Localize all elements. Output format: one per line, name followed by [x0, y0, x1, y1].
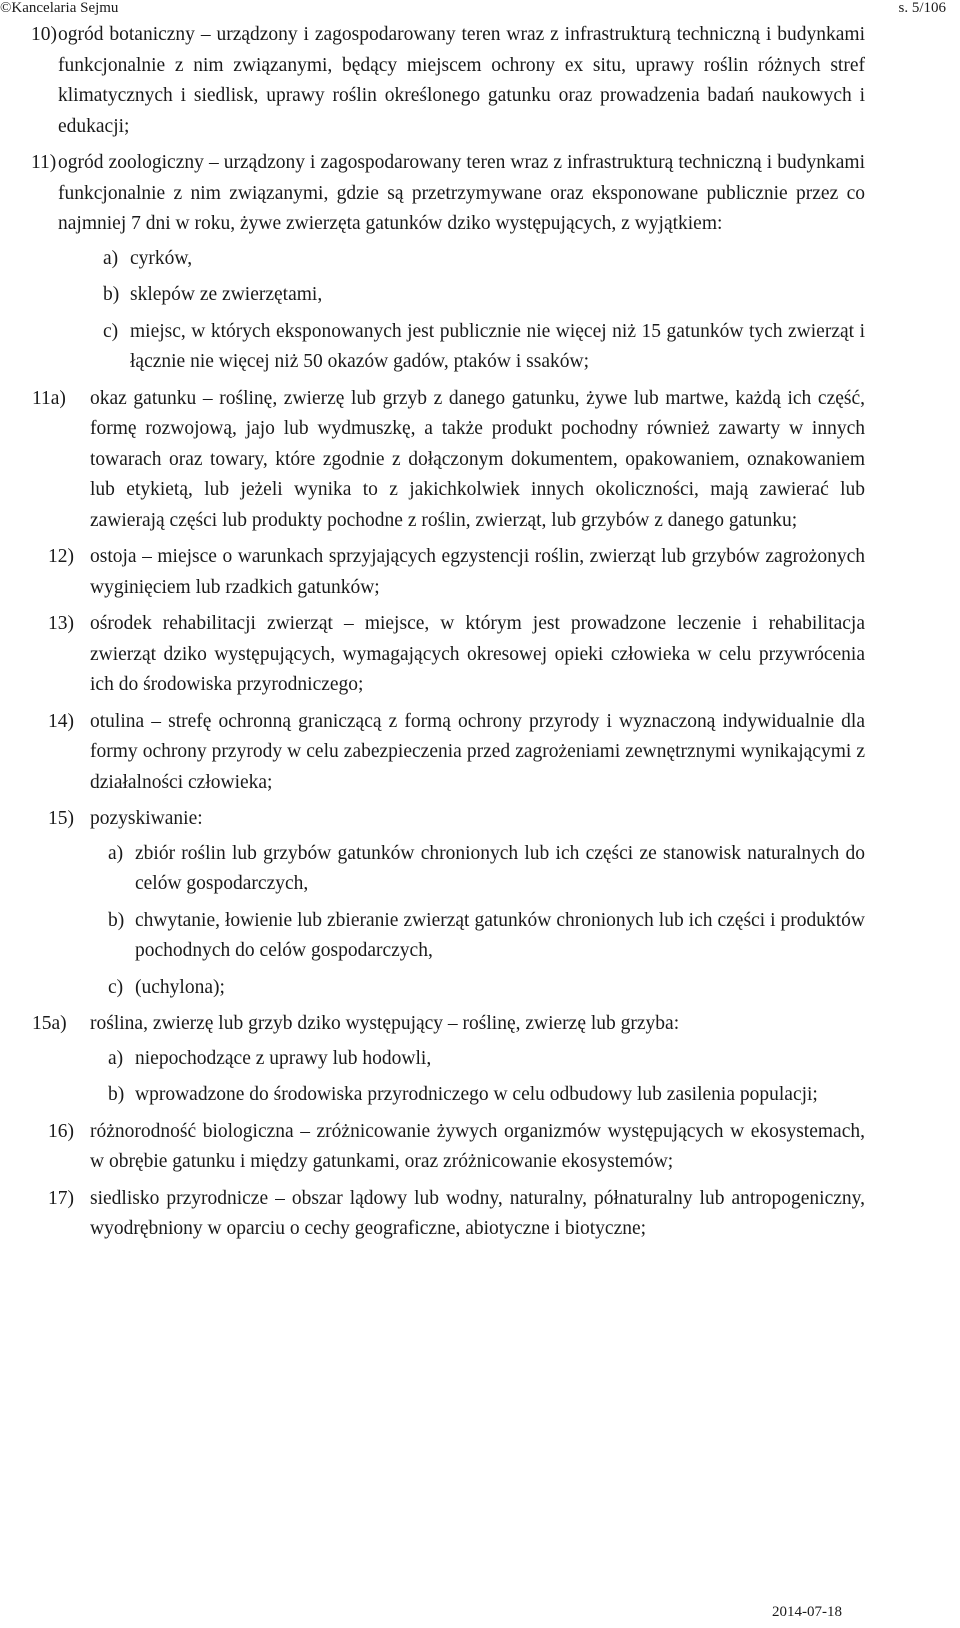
subitem-list	[58, 244, 865, 378]
subitem	[108, 906, 865, 967]
subitem	[103, 244, 865, 275]
subitem-label: b)	[108, 909, 125, 931]
subitem-label: b)	[103, 284, 120, 305]
entry-text: pozyskiwanie:	[90, 808, 203, 829]
subitem-text: cyrków,	[130, 247, 193, 269]
subitem-label: a)	[108, 842, 124, 864]
entry-text: otulina – strefę ochronną graniczącą z formą ochrony przyrody i wyznaczoną indywidualnie dla formy ochrony przyrody w celu zabezpieczenia przed zagrożeniami zewnętrznymi wynikającymi z działalności człowieka;	[90, 710, 865, 793]
copyright-label: ©Kancelaria Sejmu	[0, 0, 119, 16]
page-number: s. 5/106	[898, 0, 946, 16]
definition-entry-13	[48, 609, 865, 701]
definition-entry-17	[48, 1184, 865, 1245]
entry-number: 12)	[48, 546, 74, 567]
definition-entry-15a	[32, 1009, 865, 1111]
entry-number: 16)	[48, 1120, 74, 1142]
entry-text: ogród botaniczny – urządzony i zagospodarowany teren wraz z infrastrukturą techniczną i budynkami funkcjonalnie z nim związanymi, będący miejscem ochrony ex situ, uprawy roślin różnych stref klimatycznych i siedlisk, uprawy roślin określonego gatunku oraz prowadzenia badań naukowych i edukacji;	[58, 24, 865, 137]
subitem-text: chwytanie, łowienie lub zbieranie zwierząt gatunków chronionych lub ich części i produktów pochodnych do celów gospodarczych,	[135, 909, 865, 961]
subitem	[108, 973, 865, 1004]
entry-text: roślina, zwierzę lub grzyb dziko występujący – roślinę, zwierzę lub grzyba:	[90, 1013, 680, 1034]
subitem	[108, 839, 865, 900]
subitem	[103, 280, 865, 311]
definition-entry-10	[31, 20, 865, 142]
subitem	[103, 317, 865, 378]
subitem-label: c)	[103, 320, 119, 342]
definition-entry-16	[48, 1117, 865, 1178]
entry-number: 13)	[48, 613, 74, 634]
document-body	[0, 20, 960, 1251]
subitem	[108, 1080, 865, 1111]
entry-number: 15a)	[32, 1013, 67, 1034]
subitem	[108, 1044, 865, 1075]
subitem-label: a)	[108, 1047, 124, 1069]
entry-text: ośrodek rehabilitacji zwierząt – miejsce, w którym jest prowadzone leczenie i rehabilitacja zwierząt dziko występujących, wymagających okresowej opieki człowieka w celu przywrócenia ich do środowiska przyrodniczego;	[90, 613, 865, 695]
subitem-label: c)	[108, 976, 124, 998]
entry-text: ostoja – miejsce o warunkach sprzyjających egzystencji roślin, zwierząt lub grzybów zagrożonych wyginięciem lub rzadkich gatunków;	[90, 546, 865, 598]
entry-number: 11a)	[32, 387, 66, 409]
definition-entry-11a	[32, 384, 865, 537]
definition-entry-14	[48, 707, 865, 799]
definition-entry-12	[48, 542, 865, 603]
subitem-label: b)	[108, 1084, 125, 1105]
subitem-list	[90, 839, 865, 1004]
entry-number: 10)	[31, 24, 57, 45]
subitem-text: zbiór roślin lub grzybów gatunków chronionych lub ich części ze stanowisk naturalnych do celów gospodarczych,	[135, 842, 865, 894]
subitem-text: sklepów ze zwierzętami,	[130, 284, 323, 305]
definition-entry-11	[31, 148, 865, 378]
subitem-label: a)	[103, 247, 119, 269]
entry-text: różnorodność biologiczna – zróżnicowanie żywych organizmów występujących w ekosystemach, w obrębie gatunku i między gatunkami, oraz zróżnicowanie ekosystemów;	[90, 1120, 865, 1172]
entry-number: 17)	[48, 1187, 74, 1209]
entry-text: siedlisko przyrodnicze – obszar lądowy lub wodny, naturalny, półnaturalny lub antropogeniczny, wyodrębniony w oparciu o cechy geograficzne, abiotyczne i biotyczne;	[90, 1187, 865, 1239]
entry-number: 14)	[48, 710, 74, 732]
subitem-text: miejsc, w których eksponowanych jest publicznie nie więcej niż 15 gatunków tych zwierząt i łącznie nie więcej niż 50 okazów gadów, ptaków i ssaków;	[130, 320, 865, 372]
document-date: 2014-07-18	[772, 1604, 842, 1620]
subitem-text: niepochodzące z uprawy lub hodowli,	[135, 1047, 432, 1069]
definition-entry-15	[48, 804, 865, 1003]
entry-number: 11)	[31, 152, 57, 173]
entry-number: 15)	[48, 808, 74, 829]
subitem-text: wprowadzone do środowiska przyrodniczego w celu odbudowy lub zasilenia populacji;	[135, 1084, 818, 1105]
subitem-text: (uchylona);	[135, 976, 225, 998]
entry-text: okaz gatunku – roślinę, zwierzę lub grzyb z danego gatunku, żywe lub martwe, każdą ich część, formę rozwojową, jajo lub wydmuszkę, a także produkt pochodny również zawarty w innych towarach oraz towary, które zgodnie z dołączonym dokumentem, opakowaniem, oznakowaniem lub etykietą, lub jeżeli wynika to z jakichkolwiek innych okoliczności, mają zawierać lub zawierają części lub produkty pochodne z roślin, zwierząt, lub grzybów z danego gatunku;	[90, 387, 865, 531]
subitem-list	[90, 1044, 865, 1111]
entry-text: ogród zoologiczny – urządzony i zagospodarowany teren wraz z infrastrukturą techniczną i budynkami funkcjonalnie z nim związanymi, gdzie są przetrzymywane oraz eksponowane publicznie przez co najmniej 7 dni w roku, żywe zwierzęta gatunków dziko występujących, z wyjątkiem:	[58, 152, 865, 234]
